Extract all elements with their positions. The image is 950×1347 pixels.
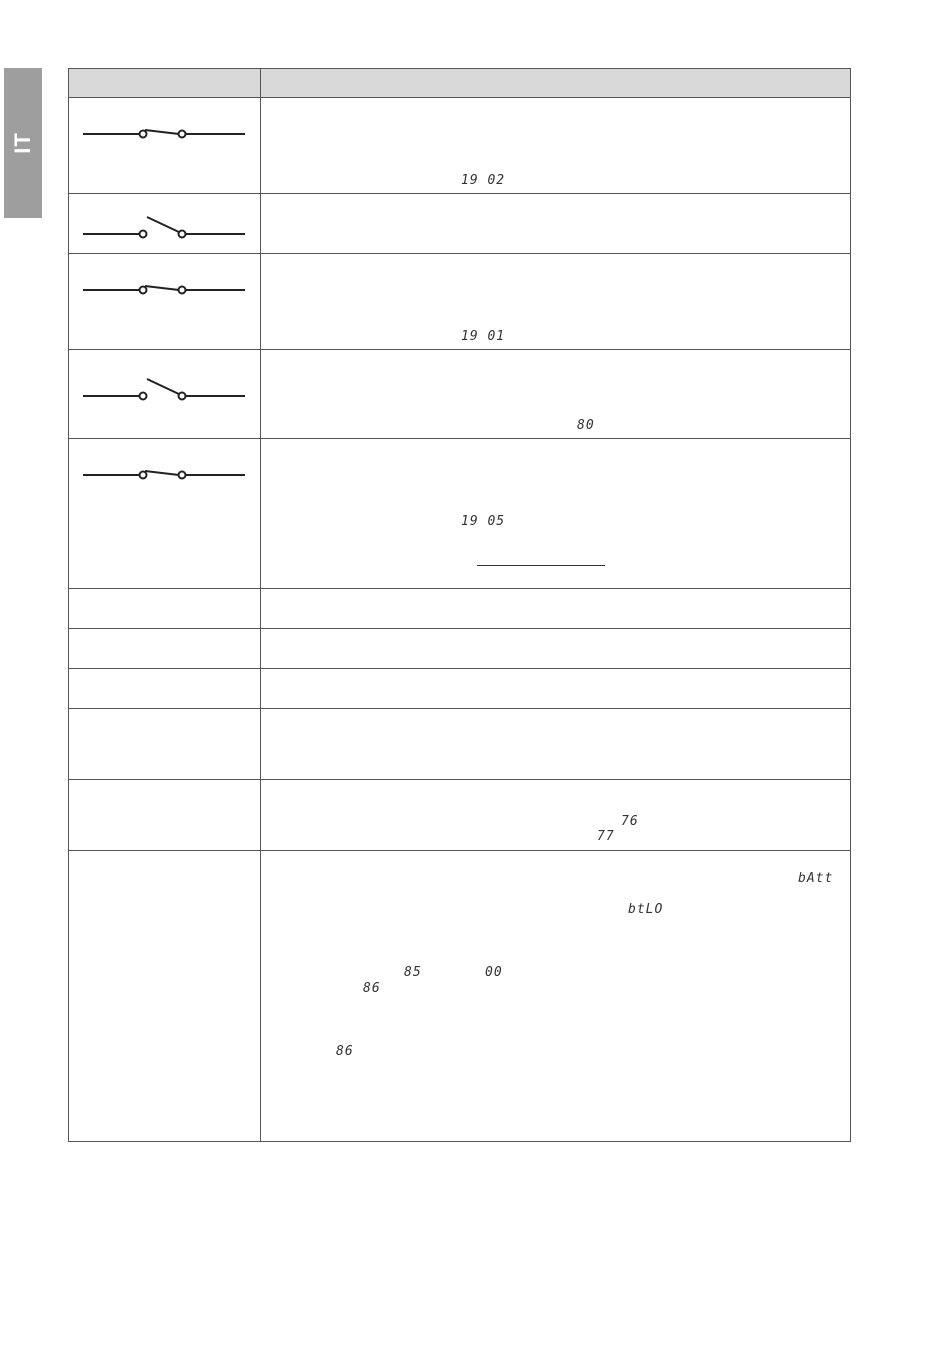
row-divider — [69, 588, 850, 589]
row-divider — [69, 708, 850, 709]
language-tab — [4, 68, 42, 218]
row-divider — [69, 253, 850, 254]
display-code: 77 — [597, 829, 615, 844]
display-code: 85 — [404, 965, 422, 980]
display-code: 00 — [485, 965, 503, 980]
row-divider — [69, 779, 850, 780]
display-code: 19 01 — [461, 329, 506, 344]
column-divider — [260, 69, 261, 1141]
row-divider — [69, 850, 850, 851]
row-divider — [69, 193, 850, 194]
language-tab-label: IT — [10, 132, 35, 154]
display-code: 80 — [577, 418, 595, 433]
settings-table — [68, 68, 851, 1142]
display-code: 76 — [621, 814, 639, 829]
closed-contact-icon — [79, 462, 249, 486]
underline-mark — [477, 565, 605, 566]
open-contact-icon — [79, 374, 249, 404]
open-contact-icon — [79, 212, 249, 242]
closed-contact-icon — [79, 277, 249, 301]
row-divider — [69, 97, 850, 98]
row-divider — [69, 438, 850, 439]
row-divider — [69, 349, 850, 350]
row-divider — [69, 668, 850, 669]
display-code: 86 — [336, 1044, 354, 1059]
closed-contact-icon — [79, 121, 249, 145]
display-code: 19 05 — [461, 514, 506, 529]
table-header — [69, 69, 850, 97]
display-code: 19 02 — [461, 173, 506, 188]
display-code: 86 — [363, 981, 381, 996]
display-code: bAtt — [798, 871, 834, 886]
display-code: btLO — [628, 902, 664, 917]
row-divider — [69, 628, 850, 629]
